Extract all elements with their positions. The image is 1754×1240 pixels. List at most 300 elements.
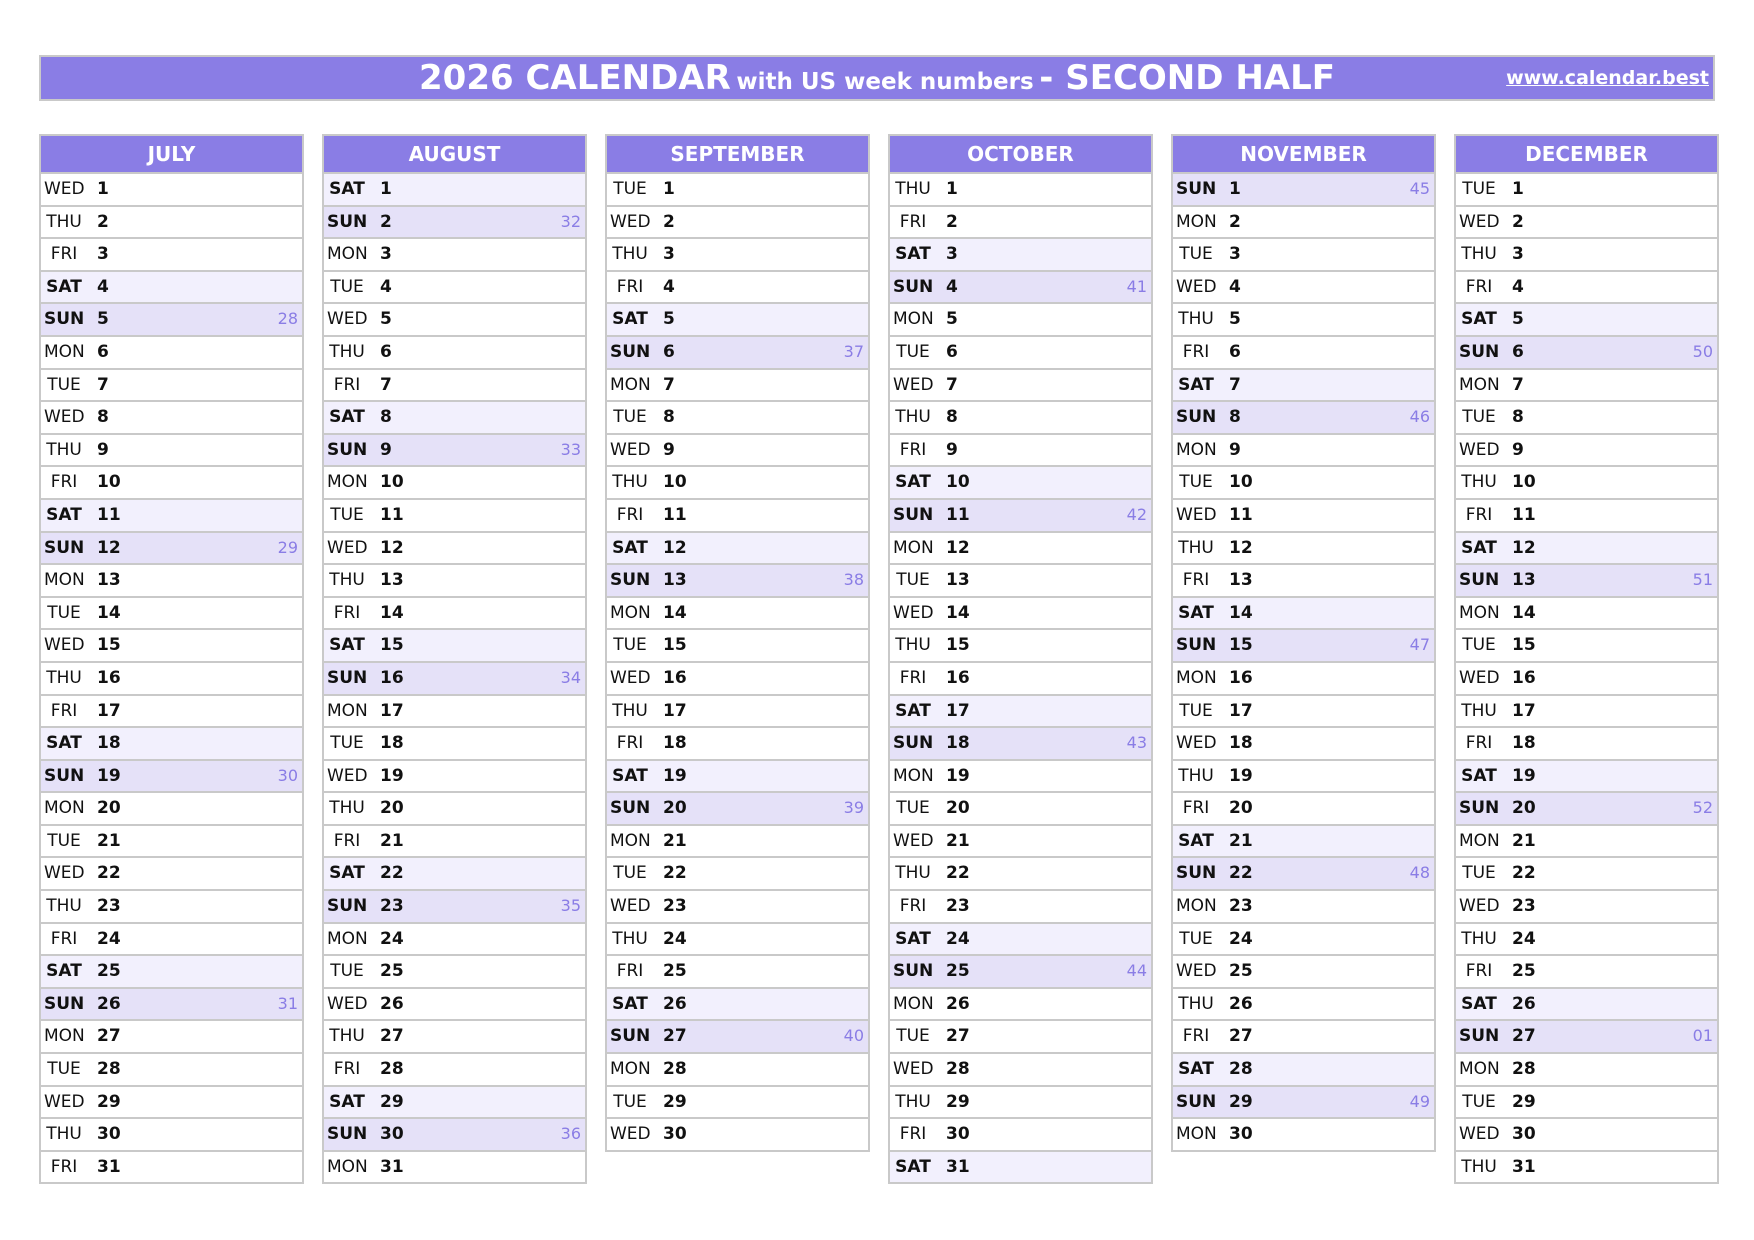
day-number: 2 — [1512, 211, 1524, 232]
day-number: 18 — [380, 733, 404, 754]
day-number: 10 — [1229, 472, 1253, 493]
day-of-week: FRI — [1182, 1026, 1210, 1047]
day-number: 28 — [663, 1059, 687, 1080]
day-row — [322, 826, 587, 859]
day-number: 29 — [380, 1091, 404, 1112]
day-row — [888, 304, 1153, 337]
day-of-week: MON — [44, 1026, 85, 1047]
day-number: 13 — [97, 570, 121, 591]
day-row — [39, 1021, 304, 1054]
day-number: 6 — [946, 341, 958, 362]
day-of-week: TUE — [1462, 863, 1496, 884]
day-row — [605, 728, 870, 761]
day-row — [605, 272, 870, 305]
day-number: 9 — [97, 439, 109, 460]
day-number: 16 — [97, 667, 121, 688]
day-row — [888, 1152, 1153, 1185]
day-row — [39, 826, 304, 859]
day-row — [1454, 174, 1719, 207]
day-row — [888, 696, 1153, 729]
week-number: 46 — [1409, 407, 1430, 427]
day-of-week: WED — [893, 602, 934, 623]
day-row — [888, 467, 1153, 500]
day-row — [1171, 1119, 1436, 1152]
day-of-week: FRI — [899, 439, 927, 460]
day-number: 21 — [1229, 830, 1253, 851]
day-of-week: SAT — [612, 309, 648, 330]
day-number: 12 — [97, 537, 121, 558]
day-of-week: WED — [893, 1059, 934, 1080]
day-of-week: WED — [44, 1091, 85, 1112]
day-row — [322, 207, 587, 240]
day-of-week: SAT — [612, 993, 648, 1014]
day-of-week: WED — [1176, 504, 1217, 525]
day-row — [1171, 239, 1436, 272]
day-row — [888, 761, 1153, 794]
day-number: 2 — [1229, 211, 1241, 232]
day-of-week: MON — [44, 798, 85, 819]
day-number: 16 — [1512, 667, 1536, 688]
day-number: 22 — [380, 863, 404, 884]
day-of-week: MON — [610, 1059, 651, 1080]
day-number: 15 — [380, 635, 404, 656]
day-number: 23 — [97, 896, 121, 917]
day-number: 24 — [663, 928, 687, 949]
day-row — [605, 1119, 870, 1152]
day-number: 12 — [380, 537, 404, 558]
day-of-week: SAT — [329, 407, 365, 428]
day-of-week: TUE — [47, 1059, 81, 1080]
day-row — [1171, 304, 1436, 337]
day-of-week: THU — [46, 667, 82, 688]
day-row — [1454, 207, 1719, 240]
day-of-week: SUN — [327, 667, 368, 688]
month-column — [322, 134, 587, 1184]
day-number: 4 — [663, 276, 675, 297]
day-row — [605, 956, 870, 989]
day-row — [1171, 1054, 1436, 1087]
day-row — [39, 435, 304, 468]
day-of-week: MON — [1176, 667, 1217, 688]
day-of-week: FRI — [1465, 961, 1493, 982]
day-of-week: WED — [327, 765, 368, 786]
day-of-week: TUE — [330, 733, 364, 754]
day-row — [1454, 826, 1719, 859]
day-of-week: TUE — [613, 179, 647, 199]
day-of-week: SAT — [46, 733, 82, 754]
day-row — [1454, 956, 1719, 989]
day-of-week: SUN — [44, 765, 85, 786]
day-of-week: WED — [610, 1124, 651, 1145]
day-row — [888, 956, 1153, 989]
day-row — [1454, 370, 1719, 403]
day-of-week: THU — [895, 1091, 931, 1112]
day-number: 1 — [946, 179, 958, 199]
day-row — [39, 630, 304, 663]
day-number: 18 — [946, 733, 970, 754]
day-number: 25 — [97, 961, 121, 982]
day-of-week: SAT — [1178, 374, 1214, 395]
day-of-week: WED — [1459, 211, 1500, 232]
day-number: 30 — [663, 1124, 687, 1145]
day-of-week: MON — [893, 993, 934, 1014]
day-number: 20 — [380, 798, 404, 819]
month-column — [1171, 134, 1436, 1152]
day-row — [888, 435, 1153, 468]
day-of-week: WED — [327, 309, 368, 330]
day-number: 6 — [663, 341, 675, 362]
day-number: 1 — [1229, 179, 1241, 199]
day-of-week: SUN — [893, 276, 934, 297]
day-of-week: MON — [327, 244, 368, 265]
day-number: 29 — [1229, 1091, 1253, 1112]
day-of-week: SUN — [610, 798, 651, 819]
day-of-week: MON — [327, 928, 368, 949]
day-of-week: THU — [1461, 1156, 1497, 1177]
day-number: 3 — [946, 244, 958, 265]
day-of-week: SAT — [46, 504, 82, 525]
day-row — [1454, 402, 1719, 435]
day-of-week: TUE — [1462, 1091, 1496, 1112]
website-link[interactable]: www.calendar.best — [1506, 67, 1709, 89]
day-number: 18 — [1512, 733, 1536, 754]
day-of-week: MON — [44, 570, 85, 591]
day-of-week: SAT — [895, 472, 931, 493]
day-of-week: SUN — [1176, 1091, 1217, 1112]
day-number: 31 — [380, 1156, 404, 1177]
day-of-week: MON — [610, 602, 651, 623]
week-number: 32 — [560, 211, 581, 231]
day-number: 4 — [946, 276, 958, 297]
day-of-week: SUN — [1176, 863, 1217, 884]
day-of-week: SAT — [46, 961, 82, 982]
day-of-week: THU — [1178, 765, 1214, 786]
day-of-week: SUN — [1459, 798, 1500, 819]
day-of-week: TUE — [47, 374, 81, 395]
day-row — [39, 174, 304, 207]
day-number: 31 — [97, 1156, 121, 1177]
day-of-week: MON — [1459, 374, 1500, 395]
day-number: 10 — [97, 472, 121, 493]
day-row — [888, 858, 1153, 891]
day-of-week: SAT — [1178, 602, 1214, 623]
day-of-week: THU — [612, 928, 648, 949]
day-row — [605, 435, 870, 468]
week-number: 35 — [560, 896, 581, 916]
day-number: 23 — [380, 896, 404, 917]
day-row — [322, 989, 587, 1022]
day-of-week: WED — [1459, 439, 1500, 460]
day-row — [322, 500, 587, 533]
day-number: 7 — [97, 374, 109, 395]
day-of-week: WED — [610, 896, 651, 917]
day-row — [888, 402, 1153, 435]
day-number: 13 — [946, 570, 970, 591]
day-row — [605, 663, 870, 696]
day-number: 27 — [946, 1026, 970, 1047]
month-name: OCTOBER — [888, 134, 1153, 174]
day-of-week: SUN — [610, 1026, 651, 1047]
day-of-week: FRI — [50, 472, 78, 493]
day-number: 20 — [97, 798, 121, 819]
week-number: 49 — [1409, 1091, 1430, 1111]
day-number: 23 — [1229, 896, 1253, 917]
day-row — [322, 858, 587, 891]
day-row — [605, 858, 870, 891]
day-number: 28 — [1229, 1059, 1253, 1080]
week-number: 38 — [843, 570, 864, 590]
day-number: 8 — [663, 407, 675, 428]
day-number: 24 — [946, 928, 970, 949]
day-of-week: SAT — [895, 1156, 931, 1177]
day-of-week: SUN — [1459, 341, 1500, 362]
day-of-week: WED — [1459, 1124, 1500, 1145]
day-row — [1171, 891, 1436, 924]
week-number: 29 — [277, 537, 298, 557]
day-number: 21 — [97, 830, 121, 851]
day-number: 14 — [1512, 602, 1536, 623]
day-row — [39, 793, 304, 826]
day-of-week: SAT — [329, 179, 365, 199]
month-column — [39, 134, 304, 1184]
month-name: NOVEMBER — [1171, 134, 1436, 174]
day-number: 30 — [97, 1124, 121, 1145]
day-row — [888, 370, 1153, 403]
day-of-week: THU — [329, 570, 365, 591]
day-number: 31 — [1512, 1156, 1536, 1177]
day-row — [39, 370, 304, 403]
day-row — [605, 891, 870, 924]
day-row — [1171, 924, 1436, 957]
day-number: 10 — [380, 472, 404, 493]
day-of-week: FRI — [899, 1124, 927, 1145]
day-number: 11 — [1229, 504, 1253, 525]
day-of-week: THU — [895, 179, 931, 199]
week-number: 36 — [560, 1124, 581, 1144]
day-number: 27 — [663, 1026, 687, 1047]
week-number: 01 — [1692, 1026, 1713, 1046]
day-row — [888, 533, 1153, 566]
day-row — [39, 891, 304, 924]
day-row — [1171, 826, 1436, 859]
day-number: 24 — [97, 928, 121, 949]
day-of-week: TUE — [613, 635, 647, 656]
day-row — [605, 989, 870, 1022]
day-row — [39, 1152, 304, 1185]
day-number: 23 — [1512, 896, 1536, 917]
day-row — [1454, 1152, 1719, 1185]
day-of-week: TUE — [896, 798, 930, 819]
day-number: 28 — [946, 1059, 970, 1080]
day-number: 5 — [946, 309, 958, 330]
day-number: 5 — [663, 309, 675, 330]
day-of-week: MON — [1459, 830, 1500, 851]
day-number: 17 — [663, 700, 687, 721]
day-row — [888, 924, 1153, 957]
day-row — [605, 1054, 870, 1087]
day-of-week: TUE — [896, 1026, 930, 1047]
day-row — [605, 565, 870, 598]
day-number: 14 — [380, 602, 404, 623]
day-row — [605, 337, 870, 370]
day-number: 22 — [663, 863, 687, 884]
day-row — [39, 337, 304, 370]
day-row — [322, 924, 587, 957]
day-of-week: THU — [1461, 472, 1497, 493]
day-number: 5 — [97, 309, 109, 330]
day-of-week: WED — [1176, 961, 1217, 982]
month-name: SEPTEMBER — [605, 134, 870, 174]
day-row — [322, 402, 587, 435]
day-of-week: TUE — [1179, 244, 1213, 265]
day-number: 4 — [1229, 276, 1241, 297]
day-number: 14 — [663, 602, 687, 623]
day-row — [1454, 696, 1719, 729]
title-sub: with US week numbers — [736, 69, 1034, 95]
day-row — [322, 533, 587, 566]
day-of-week: FRI — [333, 602, 361, 623]
day-row — [888, 1021, 1153, 1054]
day-of-week: TUE — [896, 341, 930, 362]
day-number: 26 — [663, 993, 687, 1014]
day-of-week: SAT — [1178, 1059, 1214, 1080]
day-row — [605, 793, 870, 826]
day-of-week: WED — [44, 179, 85, 199]
day-row — [39, 956, 304, 989]
day-row — [605, 207, 870, 240]
day-row — [888, 239, 1153, 272]
day-number: 17 — [946, 700, 970, 721]
day-of-week: WED — [44, 863, 85, 884]
day-row — [1171, 272, 1436, 305]
day-of-week: SUN — [44, 993, 85, 1014]
day-number: 9 — [380, 439, 392, 460]
day-row — [322, 1087, 587, 1120]
day-of-week: TUE — [1462, 635, 1496, 656]
day-number: 26 — [1512, 993, 1536, 1014]
day-number: 20 — [1512, 798, 1536, 819]
day-of-week: WED — [1459, 896, 1500, 917]
day-of-week: WED — [1176, 733, 1217, 754]
day-number: 28 — [380, 1059, 404, 1080]
day-number: 3 — [1512, 244, 1524, 265]
title-tail: - SECOND HALF — [1039, 58, 1335, 98]
day-row — [322, 370, 587, 403]
day-row — [605, 696, 870, 729]
day-of-week: TUE — [330, 961, 364, 982]
day-row — [322, 1021, 587, 1054]
day-number: 9 — [946, 439, 958, 460]
day-of-week: SAT — [329, 863, 365, 884]
day-of-week: THU — [1461, 244, 1497, 265]
day-of-week: FRI — [899, 667, 927, 688]
week-number: 40 — [843, 1026, 864, 1046]
day-of-week: SAT — [895, 700, 931, 721]
day-number: 19 — [663, 765, 687, 786]
day-of-week: FRI — [1182, 798, 1210, 819]
day-row — [322, 304, 587, 337]
day-number: 14 — [1229, 602, 1253, 623]
day-of-week: TUE — [613, 1091, 647, 1112]
day-of-week: FRI — [333, 1059, 361, 1080]
day-number: 29 — [1512, 1091, 1536, 1112]
day-number: 20 — [946, 798, 970, 819]
day-row — [605, 826, 870, 859]
day-row — [605, 304, 870, 337]
day-row — [322, 337, 587, 370]
day-row — [1171, 1021, 1436, 1054]
day-row — [1171, 956, 1436, 989]
day-of-week: SAT — [329, 635, 365, 656]
day-number: 3 — [1229, 244, 1241, 265]
day-row — [1171, 728, 1436, 761]
day-of-week: FRI — [616, 961, 644, 982]
day-row — [1454, 891, 1719, 924]
day-number: 2 — [663, 211, 675, 232]
day-row — [1171, 598, 1436, 631]
day-row — [605, 924, 870, 957]
day-row — [1454, 663, 1719, 696]
day-number: 13 — [1512, 570, 1536, 591]
day-number: 30 — [1229, 1124, 1253, 1145]
day-row — [1171, 467, 1436, 500]
day-row — [322, 1152, 587, 1185]
day-of-week: THU — [1461, 700, 1497, 721]
day-row — [888, 207, 1153, 240]
day-number: 22 — [97, 863, 121, 884]
day-row — [1171, 630, 1436, 663]
day-row — [1171, 533, 1436, 566]
week-number: 45 — [1409, 179, 1430, 198]
day-row — [1454, 1054, 1719, 1087]
day-number: 16 — [380, 667, 404, 688]
day-of-week: MON — [327, 700, 368, 721]
day-number: 15 — [1512, 635, 1536, 656]
day-row — [39, 989, 304, 1022]
day-of-week: SAT — [895, 244, 931, 265]
day-number: 12 — [1512, 537, 1536, 558]
day-of-week: THU — [46, 896, 82, 917]
day-number: 25 — [663, 961, 687, 982]
day-of-week: SAT — [1461, 993, 1497, 1014]
day-row — [1171, 663, 1436, 696]
day-number: 16 — [946, 667, 970, 688]
day-row — [605, 1087, 870, 1120]
day-number: 30 — [946, 1124, 970, 1145]
week-number: 51 — [1692, 570, 1713, 590]
day-of-week: MON — [1176, 439, 1217, 460]
day-of-week: FRI — [50, 928, 78, 949]
day-number: 12 — [663, 537, 687, 558]
day-row — [39, 924, 304, 957]
day-row — [1454, 1021, 1719, 1054]
day-row — [322, 272, 587, 305]
day-number: 7 — [1512, 374, 1524, 395]
day-of-week: TUE — [1462, 179, 1496, 199]
day-number: 8 — [97, 407, 109, 428]
day-row — [888, 891, 1153, 924]
day-of-week: WED — [893, 374, 934, 395]
month-name: JULY — [39, 134, 304, 174]
day-of-week: THU — [329, 798, 365, 819]
day-of-week: WED — [610, 211, 651, 232]
month-column — [1454, 134, 1719, 1184]
day-row — [1454, 239, 1719, 272]
day-row — [888, 1054, 1153, 1087]
day-of-week: SAT — [1461, 765, 1497, 786]
day-number: 7 — [380, 374, 392, 395]
day-row — [39, 402, 304, 435]
